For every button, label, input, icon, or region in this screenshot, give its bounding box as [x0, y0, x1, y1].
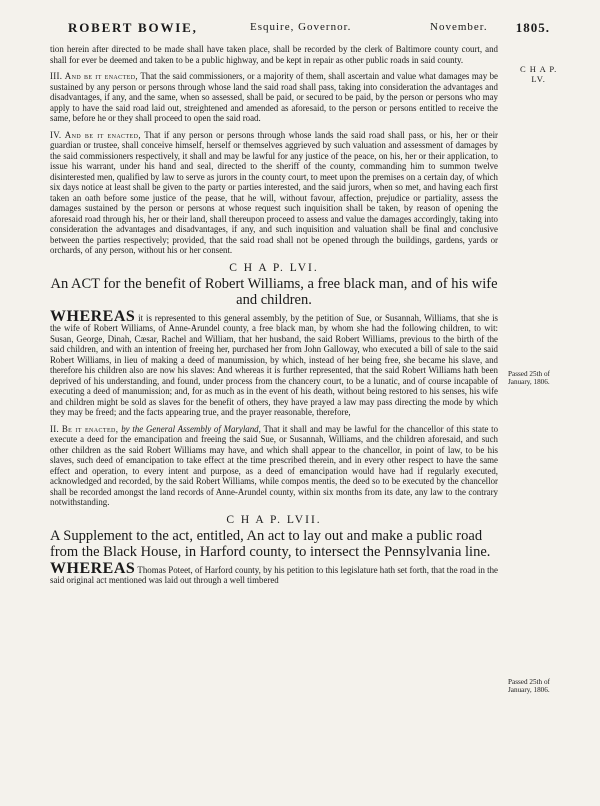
margin-chap-lv: C H A P. LV. — [520, 64, 558, 84]
act-title-lvi: An ACT for the benefit of Robert Williams, a free black man, and of his wife and children. — [50, 275, 498, 308]
section-number: IV. — [50, 129, 62, 140]
enacting-clause: Be it enacted, — [61, 423, 119, 434]
chap-lv-section-4 — [50, 130, 498, 256]
running-header — [50, 20, 550, 40]
chap-lvi-preamble — [50, 307, 498, 418]
preamble-text: it is represented to this general assembly, by the petition of Sue, or Susannah, Williams, that she is the wife of Robert Williams, of Anne-Arundel county, a free black man, by whom she had the following children, to wit: Susan, George, Dinah, Cæsar, Rachel and William, that her husband, the said Robert Williams, previous to the birth of the said children, and with an intention of freeing her, purchased her from John Galloway, who executed a bill of sale to the said Robert Williams, in lieu of making a deed of manumission, by which, instead of her being free, she became his slave, and therefore his children also are now his slaves: And whereas it is further represented, that the said Robert Williams hath been deprived of his understanding, and found, under process from the chancery court, to be a lunatic, and of course incapable of executing a deed of manumission; and, for as much as in the event of his death, without being restored to his senses, his wife and children might be sold as slaves for the benefit of others, they have prayed a law may pass directing the mode by which they may be freed; and the facts appearing true, and the prayer reasonable, therefore, — [50, 312, 498, 417]
enacting-authority: by the General Assembly of Maryland, — [121, 423, 261, 434]
whereas-initial: WHEREAS — [50, 559, 136, 577]
section-number: III. — [50, 71, 63, 81]
chap-lv-continuation: tion herein after directed to be made shall have taken place, shall be recorded by the clerk of Baltimore county court, and shall for ever be deemed and taken to be a public highway, and be kept in repair as other public roads in said county. — [50, 44, 498, 65]
header-month: November. — [430, 21, 488, 33]
enacting-clause: And be it enacted, — [64, 129, 141, 140]
chap-lvii-preamble — [50, 559, 498, 586]
chap-lv-section-3 — [50, 71, 498, 124]
header-office: Esquire, Governor. — [250, 21, 352, 33]
section-text: That if any person or persons through whose lands the said road shall pass, or his, her or their guardian or trustee, shall conceive himself, herself or themselves aggrieved by such valuation and assessment of damages by the said commissioners respectively, it shall and may be lawful for any justice of the peace, on his, her or their application, to issue his warrant, under his hand and seal, directed to the sheriff of the county, commanding him to summon twelve disinterested men, qualified by law to serve as jurors in the county court, to meet upon the premises on a certain day, of which six days notice at least shall be given to the party or parties interested, and the said jurors, when so met, and having each first taken an oath before some justice of the pease, that he will, without favour, affection, prejudice or partiality, assess the damages sustained by the person or persons at whose request such inquisition shall be taken, by reason of opening the aforesaid road through his, her or their land, shall thereupon proceed to assess and value the damages accordingly, taking into consideration the advantages and disadvantages, if any, and such inquisition and valuation shall be final and conclusive between the parties respectively; provided, that the said road shall not be opened through the buildings, gardens, yards or orchards, of any person, without his or her consent. — [50, 129, 499, 255]
section-number: II. — [50, 423, 60, 434]
section-text: That the said commissioners, or a majority of them, shall ascertain and value what damages may be sustained by any person or persons through whose land the said road shall pass, taking into consideration the advantages and disadvantages, if any, and the same, when so assessed, shall be paid, or secured to be paid, by the person or persons who may apply to have the said road laid out, streightened and amended as aforesaid, to the person or persons entitled to receive the same, before he or they shall proceed to open the said road. — [50, 71, 498, 123]
header-name: ROBERT BOWIE, — [68, 20, 198, 35]
enacting-clause: And be it enacted, — [64, 71, 139, 81]
chap-lvi-section-2 — [50, 424, 498, 508]
preamble-text: Thomas Poteet, of Harford county, by his petition to this legislature hath set forth, that the road in the said original act mentioned was laid out through a well timbered — [50, 564, 498, 585]
margin-note-passed-lvii: Passed 25th of January, 1806. — [508, 678, 550, 695]
margin-note-passed-lvi: Passed 25th of January, 1806. — [508, 370, 550, 387]
chapter-heading-lvii: C H A P. LVII. — [226, 513, 322, 526]
act-title-lvii: A Supplement to the act, entitled, An act to lay out and make a public road from the Black House, in Harford county, to intersect the Pennsylvania line. — [50, 527, 491, 560]
chapter-heading-lvi: C H A P. LVI. — [229, 261, 319, 274]
section-text: That it shall and may be lawful for the chancellor of this state to execute a deed for the emancipation and freeing the said Sue, or Susannah, Williams, and the children aforesaid, and such other children as the said Robert Williams may have, and which shall appear to the chancellor, in point of law, to be his slaves, such deed of emancipation to take effect at the time prescribed therein, and in every other respect to have the same effect and operation, to every intent and purpose, as a deed of emancipation would have had if regularly executed, acknowledged and recorded, by the said Robert Williams, while compos mentis, the deed so to be executed by the chancellor shall be recorded amongst the land records of Anne-Arundel county, within six months from its date, any law to the contrary notwithstanding. — [50, 423, 499, 507]
whereas-initial: WHEREAS — [50, 307, 136, 325]
header-year: 1805. — [515, 20, 550, 35]
document-body — [50, 44, 498, 592]
